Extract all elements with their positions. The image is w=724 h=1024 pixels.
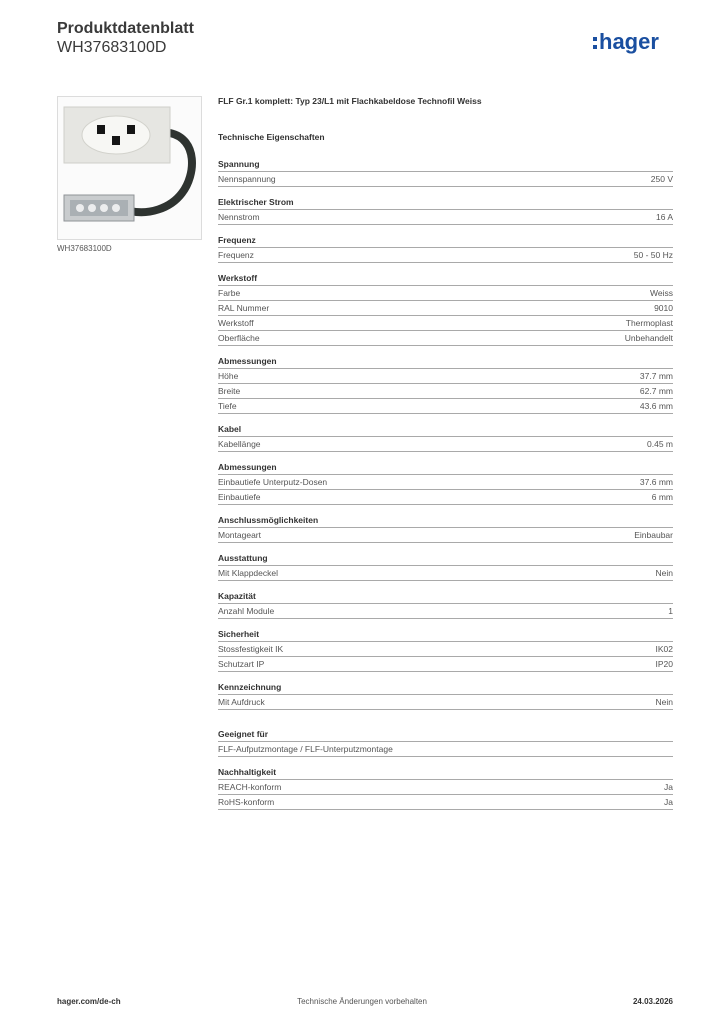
spec-group-heading: Abmessungen — [218, 461, 673, 475]
spec-row — [218, 490, 673, 505]
spec-label: Höhe — [218, 371, 239, 381]
spec-label: Anzahl Module — [218, 606, 275, 616]
page-title: Produktdatenblatt — [57, 20, 194, 37]
spec-value: Weiss — [650, 288, 673, 298]
spec-group — [218, 461, 673, 505]
product-image — [57, 96, 202, 240]
spec-group-heading: Sicherheit — [218, 628, 673, 642]
spec-group — [218, 234, 673, 263]
spec-group-heading: Kabel — [218, 423, 673, 437]
spec-label: Werkstoff — [218, 318, 254, 328]
spec-row — [218, 331, 673, 346]
spec-value: 50 - 50 Hz — [633, 250, 673, 260]
spec-value: 250 V — [650, 174, 673, 184]
footer-website: hager.com/de-ch — [57, 997, 121, 1006]
spec-group — [218, 728, 673, 757]
spec-content — [218, 96, 673, 819]
spec-value: 9010 — [654, 303, 673, 313]
spec-group — [218, 423, 673, 452]
image-caption: WH37683100D — [57, 244, 112, 253]
spec-value: 0.45 m — [647, 439, 673, 449]
spec-group-heading: Anschlussmöglichkeiten — [218, 514, 673, 528]
spec-value: Ja — [664, 797, 673, 807]
hager-logo — [591, 27, 675, 59]
spec-group-heading: Elektrischer Strom — [218, 196, 673, 210]
spec-group — [218, 272, 673, 346]
spec-row — [218, 210, 673, 225]
spec-value: 62.7 mm — [639, 386, 673, 396]
spec-row — [218, 475, 673, 490]
spec-label: Einbautiefe — [218, 492, 261, 502]
spec-row — [218, 795, 673, 810]
spec-row — [218, 384, 673, 399]
spec-row — [218, 301, 673, 316]
spec-label: RoHS-konform — [218, 797, 275, 807]
spec-table — [218, 158, 673, 810]
spec-value: IP20 — [655, 659, 673, 669]
spec-value: Nein — [655, 697, 673, 707]
spec-label: Tiefe — [218, 401, 237, 411]
spec-value: 6 mm — [651, 492, 673, 502]
spec-row — [218, 369, 673, 384]
spec-label: Mit Klappdeckel — [218, 568, 279, 578]
spec-row — [218, 248, 673, 263]
spec-group-heading: Geeignet für — [218, 728, 673, 742]
spec-group — [218, 681, 673, 710]
spec-group — [218, 628, 673, 672]
spec-value: 43.6 mm — [639, 401, 673, 411]
spec-label: Montageart — [218, 530, 261, 540]
socket-with-cable-icon — [58, 97, 201, 239]
spec-label: Breite — [218, 386, 241, 396]
spec-label: Stossfestigkeit IK — [218, 644, 284, 654]
spec-group — [218, 766, 673, 810]
spec-row — [218, 399, 673, 414]
spec-row — [218, 695, 673, 710]
spec-value: 37.6 mm — [639, 477, 673, 487]
spec-label: Nennstrom — [218, 212, 260, 222]
footer-date: 24.03.2026 — [632, 997, 673, 1006]
spec-value: Thermoplast — [625, 318, 673, 328]
spec-group — [218, 552, 673, 581]
spec-group-heading: Abmessungen — [218, 355, 673, 369]
spec-group-heading: Kapazität — [218, 590, 673, 604]
spec-label: Einbautiefe Unterputz-Dosen — [218, 477, 328, 487]
spec-row — [218, 642, 673, 657]
spec-value: Ja — [664, 782, 673, 792]
spec-row — [218, 286, 673, 301]
spec-label: REACH-konform — [218, 782, 282, 792]
spec-label: RAL Nummer — [218, 303, 270, 313]
spec-group-heading: Spannung — [218, 158, 673, 172]
spec-label: Mit Aufdruck — [218, 697, 265, 707]
spec-row — [218, 172, 673, 187]
spec-row — [218, 566, 673, 581]
spec-group — [218, 158, 673, 187]
spec-label: Kabellänge — [218, 439, 261, 449]
spec-group-heading: Nachhaltigkeit — [218, 766, 673, 780]
spec-group — [218, 196, 673, 225]
spec-value: 1 — [668, 606, 673, 616]
spec-value: 37.7 mm — [639, 371, 673, 381]
spec-label: FLF-Aufputzmontage / FLF-Unterputzmontage — [218, 744, 393, 754]
spec-label: Farbe — [218, 288, 241, 298]
spec-value: 16 A — [655, 212, 673, 222]
product-description: FLF Gr.1 komplett: Typ 23/L1 mit Flachkabeldose Technofil Weiss — [218, 96, 482, 106]
spec-value: Nein — [655, 568, 673, 578]
spec-row — [218, 780, 673, 795]
spec-label: Nennspannung — [218, 174, 276, 184]
spec-row — [218, 437, 673, 452]
spec-group — [218, 590, 673, 619]
spec-group-heading: Kennzeichnung — [218, 681, 673, 695]
spec-row — [218, 528, 673, 543]
spec-row — [218, 604, 673, 619]
spec-value: Einbaubar — [634, 530, 673, 540]
spec-label: Schutzart IP — [218, 659, 265, 669]
footer-notice: Technische Änderungen vorbehalten — [297, 997, 427, 1006]
article-number: WH37683100D — [57, 39, 167, 56]
section-heading: Technische Eigenschaften — [218, 132, 325, 142]
spec-value: Unbehandelt — [624, 333, 673, 343]
spec-group — [218, 355, 673, 414]
spec-row — [218, 657, 673, 672]
spec-group-heading: Ausstattung — [218, 552, 673, 566]
svg-text:hager: hager — [599, 29, 659, 54]
spec-group-heading: Frequenz — [218, 234, 673, 248]
spec-value: IK02 — [655, 644, 673, 654]
spec-group — [218, 514, 673, 543]
spec-row — [218, 316, 673, 331]
spec-group-heading: Werkstoff — [218, 272, 673, 286]
spec-label: Oberfläche — [218, 333, 260, 343]
spec-label: Frequenz — [218, 250, 254, 260]
spec-row — [218, 742, 673, 757]
